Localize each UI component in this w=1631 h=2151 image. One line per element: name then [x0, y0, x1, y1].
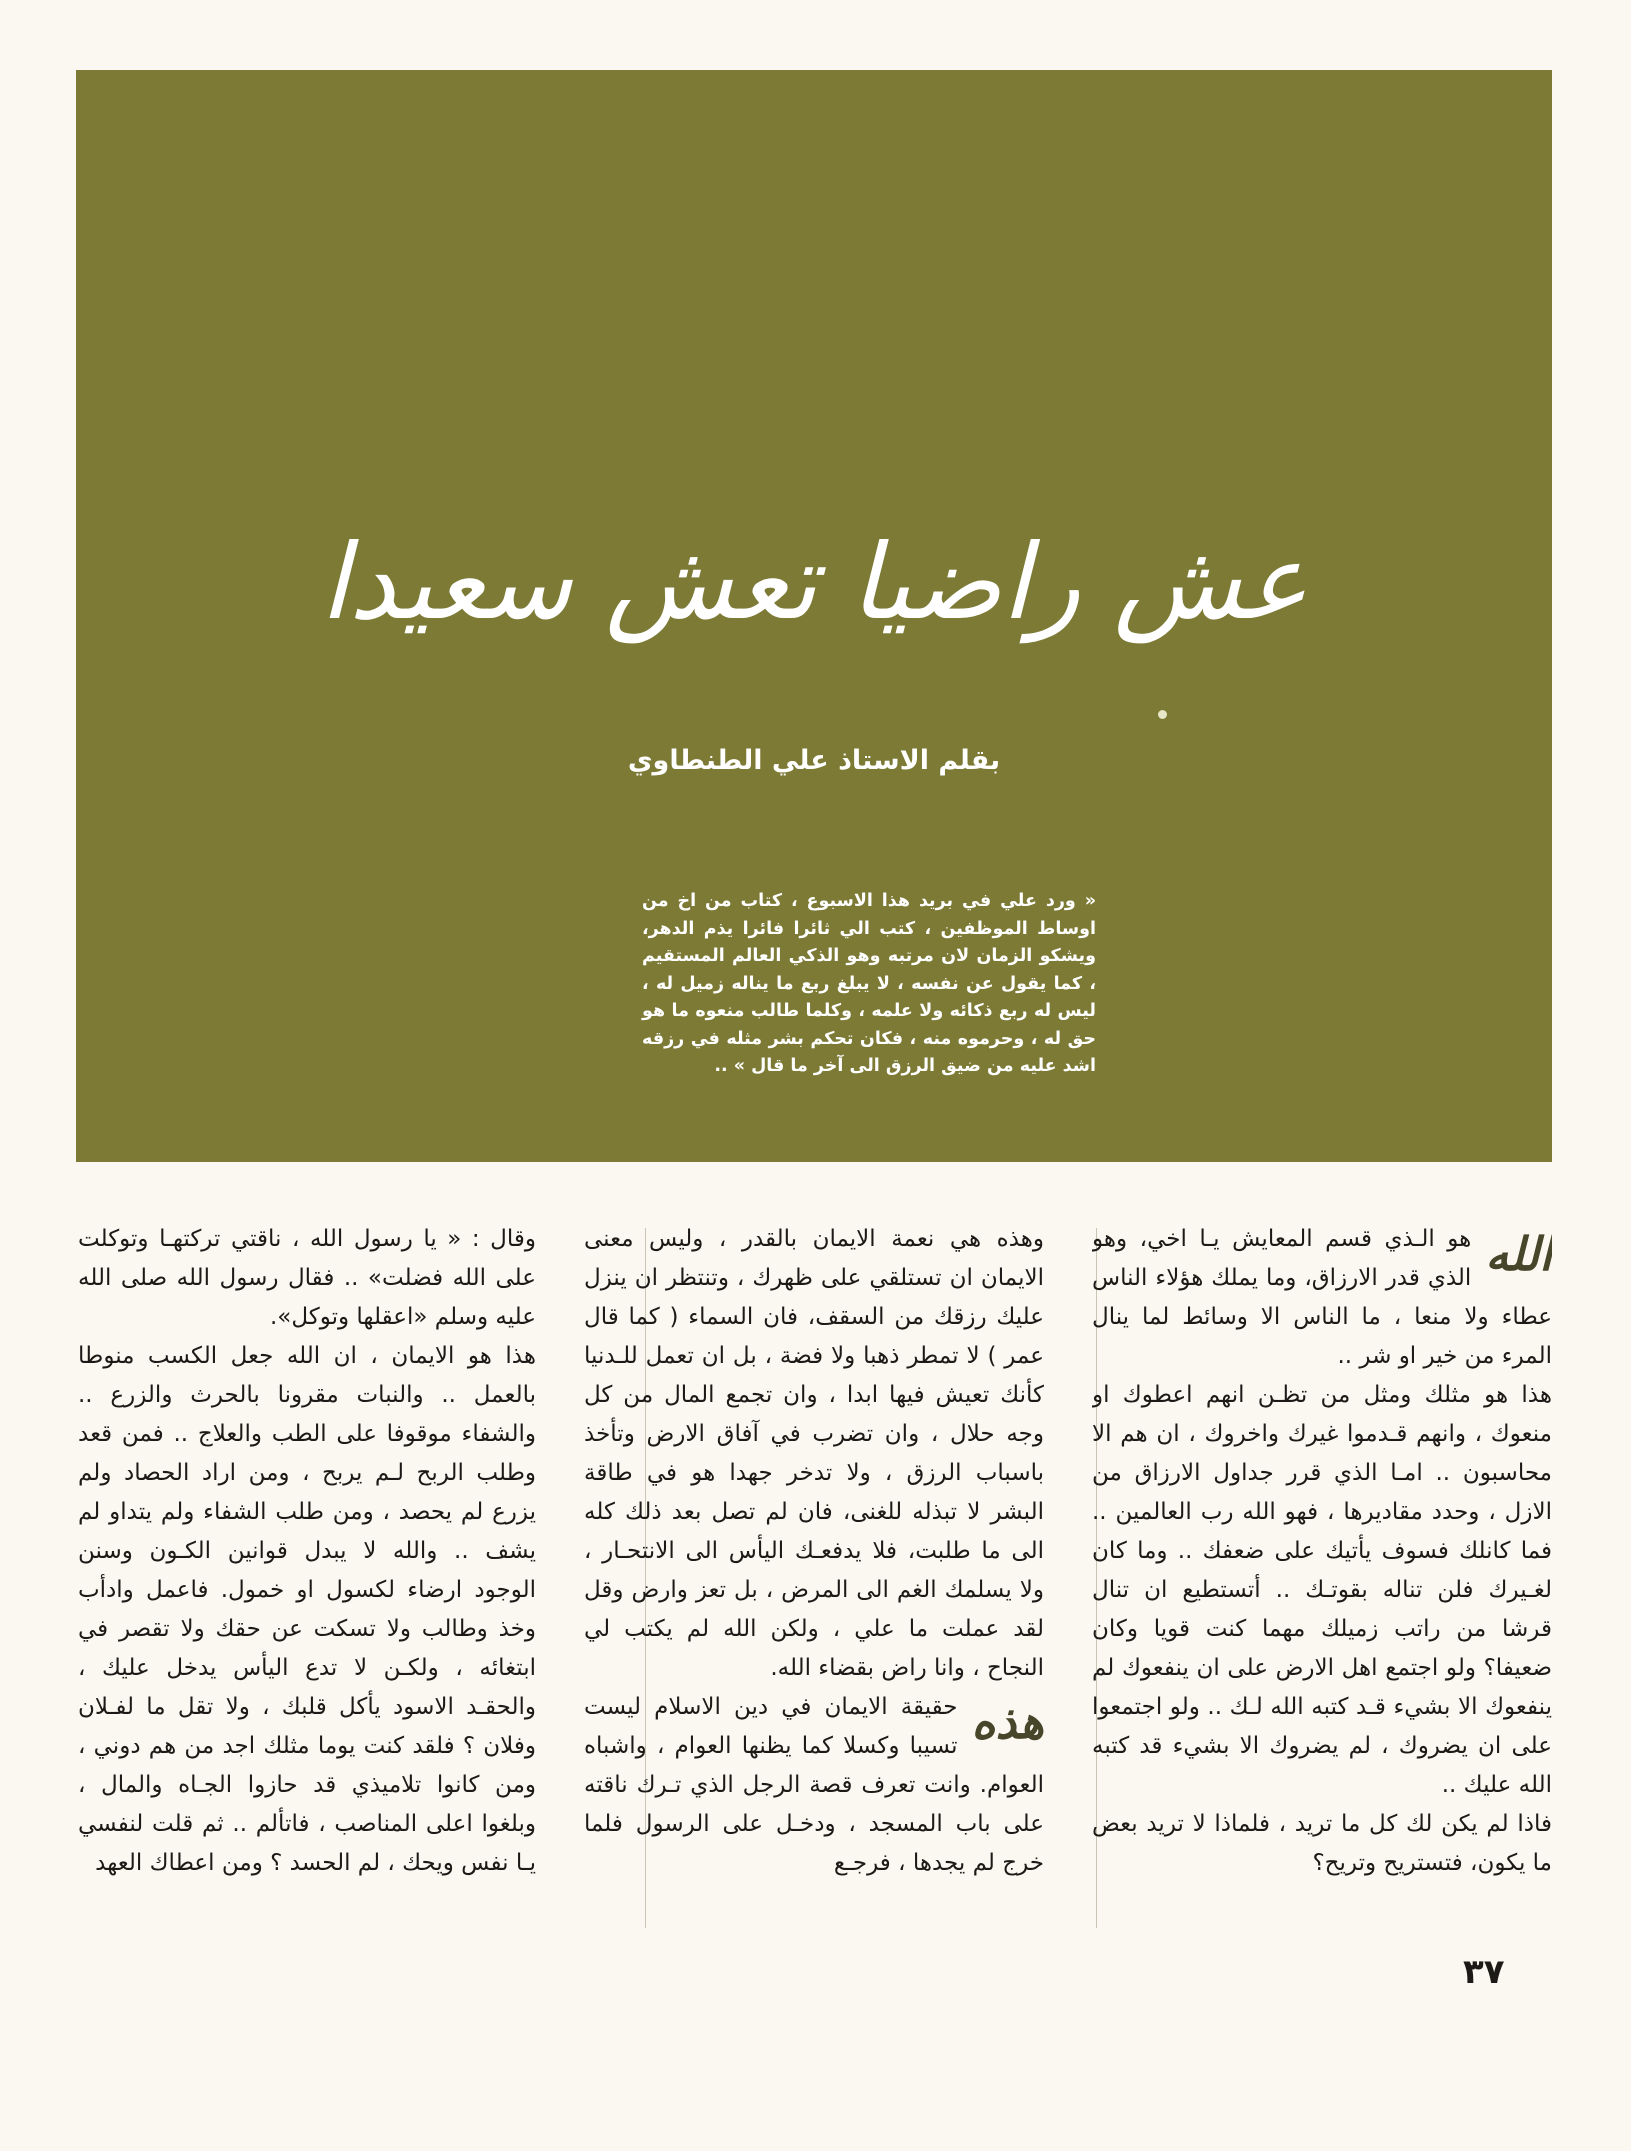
page-number: ٣٧ [1463, 1952, 1505, 1992]
paragraph: فاذا لم يكن لك كل ما تريد ، فلماذا لا تريد بعض ما يكون، فتستريح وتريح؟ [1092, 1811, 1552, 1876]
title-banner [76, 70, 1552, 1162]
drop-word: الله [1485, 1227, 1552, 1281]
decorative-dot [1158, 710, 1167, 719]
paragraph: وقال : « يا رسول الله ، ناقتي تركتهـا وتوكلت على الله فضلت» .. فقال رسول الله صلى الله عليه وسلم «اعقلها وتوكل». [78, 1226, 536, 1330]
paragraph: هذا هو مثلك ومثل من تظـن انهم اعطوك او منعوك ، وانهم قـدموا غيرك واخروك ، ان هم الا محاسبون .. امـا الذي قرر جداول الارزاق من الازل ، وحدد مقاديرها ، فهو الله رب العالمين .. فما كانلك فسوف يأتيك على ضعفك .. وما كان لغـيرك فلن تناله بقوتـك .. أتستطيع ان تنال قرشا من راتب زميلك مهما كنت قويا وكان ضعيفا؟ ولو اجتمع اهل الارض على ان ينفعوك لم ينفعوك الا بشيء قـد كتبه الله لـك .. ولو اجتمعوا على ان يضروك ، لم يضروك الا بشيء قد كتبه الله عليك .. [1092, 1382, 1552, 1798]
article-byline: بقلم الاستاذ علي الطنطاوي [627, 745, 1001, 776]
article-title: عش راضيا تعش سعيدا [319, 521, 1309, 643]
paragraph: هو الـذي قسم المعايش يـا اخي، وهو الذي قدر الارزاق، وما يملك هؤلاء الناس عطاء ولا منعا ، ما الناس الا وسائط لما ينال المرء من خير او شر .. [1092, 1226, 1552, 1369]
paragraph: وهذه هي نعمة الايمان بالقدر ، وليس معنى الايمان ان تستلقي على ظهرك ، وتنتظر ان ينزل عليك رزقك من السقف، فان السماء ( كما قال عمر ) لا تمطر ذهبا ولا فضة ، بل ان تعمل للـدنيا كأنك تعيش فيها ابدا ، وان تجمع المال من كل وجه حلال ، وان تضرب في آفاق الارض وتأخذ باسباب الرزق ، ولا تدخر جهدا هو في طاقة البشر لا تبذله للغنى، فان لم تصل بعد ذلك كله الى ما طلبت، فلا يدفعـك اليأس الى الانتحـار ، ولا يسلمك الغم الى المرض ، بل تعز وارض وقل لقد عملت ما علي ، ولكن الله لم يكتب لي النجاح ، وانا راض بقضاء الله. [584, 1226, 1044, 1681]
paragraph: حقيقة الايمان في دين الاسلام ليست تسيبا وكسلا كما يظنها العوام ، واشباه العوام. وانت تعرف قصة الرجل الذي تـرك ناقته على باب المسجد ، ودخـل على الرسول فلما خرج لم يجدها ، فرجـع [584, 1694, 1044, 1876]
article-intro: « ورد علي في بريد هذا الاسبوع ، كتاب من اخ من اوساط الموظفين ، كتب الي ثائرا فائرا يذم الدهر، ويشكو الزمان لان مرتبه وهو الذكي العالم المستقيم ، كما يقول عن نفسه ، لا يبلغ ربع ما يناله زميل له ، ليس له ربع ذكائه ولا علمه ، وكلما طالب منعوه ما هو حق له ، وحرموه منه ، فكان تحكم بشر مثله في رزقه اشد عليه من ضيق الرزق الى آخر ما قال » .. [642, 891, 1096, 1076]
article-column-1 [1092, 1220, 1552, 1940]
article-body [78, 1220, 1552, 1940]
article-column-3 [78, 1220, 536, 1940]
paragraph: هذا هو الايمان ، ان الله جعل الكسب منوطا بالعمل .. والنبات مقرونا بالحرث والزرع .. والشفاء موقوفا على الطب والعلاج .. فمن قعد وطلب الربح لـم يربح ، ومن اراد الحصاد ولم يزرع لم يحصد ، ومن طلب الشفاء ولم يتداو لم يشف .. والله لا يبدل قوانين الكـون وسنن الوجود ارضاء لكسول او خمول. فاعمل وادأب وخذ وطالب ولا تسكت عن حقك ولا تقصر في ابتغائه ، ولكـن لا تدع اليأس يدخل عليك ، والحقـد الاسود يأكل قلبك ، ولا تقل ما لفـلان وفلان ؟ فلقد كنت يوما مثلك اجد من هم دوني ، ومن كانوا تلاميذي قد حازوا الجـاه والمال ، وبلغوا اعلى المناصب ، فاتألم .. ثم قلت لنفسي يـا نفس ويحك ، لم الحسد ؟ ومن اعطاك العهد [78, 1343, 536, 1876]
article-column-2 [584, 1220, 1044, 1940]
drop-word: هذه [971, 1695, 1044, 1749]
